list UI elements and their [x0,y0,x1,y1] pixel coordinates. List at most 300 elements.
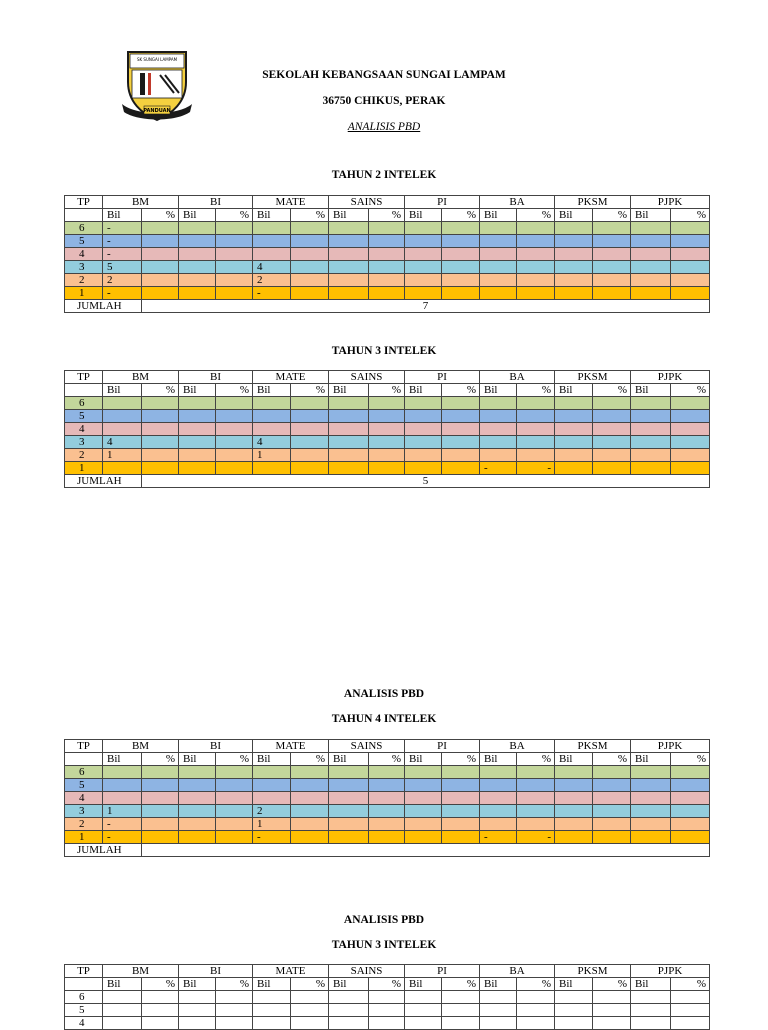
bil-cell [555,235,593,248]
pct-header: % [671,384,710,397]
pct-cell [142,410,179,423]
subject-header: PI [405,965,480,978]
section-title: TAHUN 4 INTELEK [331,713,437,725]
subject-header: BA [480,965,555,978]
table-row [65,818,710,831]
bil-cell [103,1017,142,1030]
bil-cell [480,818,517,831]
pct-cell [142,462,179,475]
pct-cell [142,792,179,805]
bil-cell [179,235,216,248]
bil-header: Bil [103,978,142,991]
table-header-row [65,196,710,209]
pct-header: % [442,753,480,766]
bil-cell [631,462,671,475]
pct-cell [142,261,179,274]
bil-cell [480,423,517,436]
pct-cell [142,222,179,235]
pct-header: % [291,753,329,766]
bil-cell [405,792,442,805]
pct-header: % [369,384,405,397]
pct-cell [442,449,480,462]
total-row [65,844,710,857]
section-pretitle: ANALISIS PBD [343,914,425,926]
pct-cell [671,1004,710,1017]
bil-header: Bil [480,753,517,766]
pct-cell [671,991,710,1004]
bil-cell [329,436,369,449]
bil-cell: - [480,831,517,844]
section-title: TAHUN 3 INTELEK [331,345,437,357]
tp-cell: 3 [65,261,103,274]
tp-cell: 1 [65,462,103,475]
tp-cell: 4 [65,423,103,436]
bil-cell [480,1017,517,1030]
bil-cell [329,235,369,248]
bil-cell [631,805,671,818]
bil-cell [555,991,593,1004]
subject-header: PI [405,740,480,753]
pct-cell [442,423,480,436]
bil-header: Bil [253,209,291,222]
bil-cell [179,287,216,300]
table-header-row [65,740,710,753]
pct-cell [593,436,631,449]
pct-cell [369,222,405,235]
bil-cell [329,449,369,462]
section-pretitle: ANALISIS PBD [343,688,425,700]
pct-header: % [216,209,253,222]
pct-cell [671,818,710,831]
pct-cell [142,248,179,261]
pct-cell [216,818,253,831]
pct-cell [369,766,405,779]
bil-cell: 4 [253,436,291,449]
pct-cell [517,449,555,462]
table-subheader-row [65,978,710,991]
table-subheader-row [65,753,710,766]
pct-header: % [671,978,710,991]
bil-cell: - [253,831,291,844]
pct-cell [216,805,253,818]
bil-cell [405,449,442,462]
pct-cell [671,274,710,287]
bil-cell: - [480,462,517,475]
subject-header: PKSM [555,196,631,209]
subject-header: PJPK [631,965,710,978]
pct-cell [216,261,253,274]
pct-header: % [369,978,405,991]
tp-cell: 2 [65,274,103,287]
bil-cell [179,410,216,423]
pct-cell [593,222,631,235]
pct-cell [216,449,253,462]
pct-cell [671,410,710,423]
pct-cell [369,779,405,792]
pct-cell [442,766,480,779]
pct-cell [671,779,710,792]
bil-cell [555,222,593,235]
bil-cell [179,779,216,792]
pct-cell [593,991,631,1004]
bil-header: Bil [179,384,216,397]
bil-cell [329,410,369,423]
pct-cell [369,235,405,248]
bil-cell [179,397,216,410]
subject-header: SAINS [329,740,405,753]
bil-cell [179,436,216,449]
pct-header: % [671,753,710,766]
bil-cell [179,991,216,1004]
pct-cell [369,1004,405,1017]
subject-header: SAINS [329,371,405,384]
bil-header: Bil [103,753,142,766]
pct-cell [216,410,253,423]
page-subtitle: ANALISIS PBD [347,121,421,133]
pct-cell [291,222,329,235]
bil-cell: 1 [103,805,142,818]
bil-cell: - [103,235,142,248]
bil-cell [103,991,142,1004]
bil-header: Bil [555,209,593,222]
bil-cell [555,410,593,423]
pct-cell [142,805,179,818]
bil-cell: - [103,248,142,261]
bil-cell [405,805,442,818]
bil-cell [555,274,593,287]
pct-cell [369,818,405,831]
total-row [65,475,710,488]
bil-cell: 5 [103,261,142,274]
pct-header: % [216,753,253,766]
bil-cell [405,436,442,449]
pct-cell [216,991,253,1004]
pct-cell [216,222,253,235]
pct-cell [142,235,179,248]
bil-cell [555,287,593,300]
school-logo [120,48,194,122]
table-row [65,261,710,274]
pct-cell [216,1017,253,1030]
total-value: 5 [142,475,710,488]
bil-header: Bil [405,384,442,397]
pct-cell [593,462,631,475]
bil-cell [405,423,442,436]
table-row [65,1004,710,1017]
pct-header: % [442,978,480,991]
tp-subheader-blank [65,753,103,766]
table-row [65,805,710,818]
pct-cell [369,397,405,410]
bil-header: Bil [179,209,216,222]
pct-cell [517,235,555,248]
bil-cell [555,805,593,818]
tp-cell: 1 [65,287,103,300]
bil-cell [329,274,369,287]
bil-cell [329,792,369,805]
tp-cell: 2 [65,449,103,462]
pct-header: % [291,384,329,397]
pct-cell [442,991,480,1004]
pct-cell [671,831,710,844]
pct-cell [593,410,631,423]
bil-cell [405,235,442,248]
bil-cell [405,991,442,1004]
bil-cell [631,248,671,261]
tp-cell: 6 [65,222,103,235]
total-label: JUMLAH [65,844,142,857]
bil-cell [631,818,671,831]
table-row [65,222,710,235]
pct-cell [142,818,179,831]
pct-cell [291,274,329,287]
pct-cell [291,1017,329,1030]
pct-cell [593,792,631,805]
bil-cell [179,423,216,436]
pct-cell [593,423,631,436]
pct-cell [291,831,329,844]
pct-cell [216,248,253,261]
pct-cell [216,235,253,248]
pct-header: % [517,209,555,222]
pct-cell [671,805,710,818]
pct-cell [369,436,405,449]
pct-cell [369,831,405,844]
pct-cell [369,792,405,805]
bil-cell [631,991,671,1004]
table-row [65,287,710,300]
pct-cell [142,779,179,792]
svg-text:PANDUAN: PANDUAN [143,108,171,114]
tp-cell: 5 [65,410,103,423]
bil-cell [405,222,442,235]
bil-header: Bil [179,753,216,766]
table-row [65,397,710,410]
bil-header: Bil [555,384,593,397]
table-header-row [65,965,710,978]
pct-cell [291,792,329,805]
table-row [65,410,710,423]
bil-cell [253,792,291,805]
bil-cell [480,991,517,1004]
bil-cell [103,766,142,779]
total-label: JUMLAH [65,300,142,313]
bil-cell [253,410,291,423]
tp-cell: 2 [65,818,103,831]
bil-cell [329,462,369,475]
pct-cell [517,248,555,261]
bil-cell [631,449,671,462]
bil-cell [555,261,593,274]
bil-cell [631,261,671,274]
pct-cell [671,235,710,248]
pct-cell [593,831,631,844]
tp-cell: 3 [65,805,103,818]
bil-cell [405,248,442,261]
bil-cell [329,766,369,779]
bil-cell [555,1004,593,1017]
pbd-table [64,370,710,488]
bil-cell: 2 [253,805,291,818]
pct-header: % [142,384,179,397]
bil-cell: 1 [253,449,291,462]
subject-header: BM [103,965,179,978]
pct-cell [442,410,480,423]
pct-cell [369,274,405,287]
pct-cell [517,436,555,449]
table-subheader-row [65,209,710,222]
subject-header: BI [179,740,253,753]
bil-cell [480,792,517,805]
tp-subheader-blank [65,978,103,991]
bil-cell: - [253,287,291,300]
tp-cell: 1 [65,831,103,844]
pct-header: % [517,384,555,397]
bil-cell [555,397,593,410]
subject-header: BM [103,371,179,384]
bil-cell [405,410,442,423]
bil-cell [555,818,593,831]
bil-cell [405,779,442,792]
subject-header: MATE [253,196,329,209]
tp-cell: 5 [65,235,103,248]
pct-cell [442,436,480,449]
bil-header: Bil [253,384,291,397]
pct-header: % [291,209,329,222]
subject-header: PKSM [555,965,631,978]
bil-header: Bil [555,753,593,766]
table-row [65,779,710,792]
bil-cell [631,1004,671,1017]
tp-cell: 4 [65,248,103,261]
bil-cell [480,287,517,300]
bil-cell [103,779,142,792]
pct-cell [291,410,329,423]
pct-cell [369,410,405,423]
pct-cell [442,222,480,235]
table-row [65,991,710,1004]
bil-cell [555,779,593,792]
bil-cell [329,1004,369,1017]
bil-header: Bil [631,978,671,991]
pct-cell [517,792,555,805]
pct-cell [369,261,405,274]
bil-header: Bil [480,384,517,397]
tp-subheader-blank [65,209,103,222]
tp-cell: 5 [65,1004,103,1017]
subject-header: PI [405,371,480,384]
bil-cell [631,397,671,410]
pct-cell [291,1004,329,1017]
pct-header: % [142,209,179,222]
pct-cell [517,423,555,436]
bil-cell [179,792,216,805]
bil-header: Bil [631,384,671,397]
pct-cell [442,248,480,261]
pct-cell [442,1017,480,1030]
bil-cell: - [103,831,142,844]
pct-cell [291,287,329,300]
pct-cell [517,779,555,792]
bil-cell [253,235,291,248]
bil-cell [329,248,369,261]
pct-cell [291,261,329,274]
pct-cell [442,818,480,831]
pct-cell: - [517,831,555,844]
bil-header: Bil [555,978,593,991]
pct-cell [216,779,253,792]
bil-cell [329,423,369,436]
subject-header: PJPK [631,740,710,753]
pct-cell [593,779,631,792]
tp-cell: 3 [65,436,103,449]
pct-cell [517,818,555,831]
bil-cell [179,1017,216,1030]
pct-cell [671,449,710,462]
bil-cell [253,766,291,779]
bil-cell [179,818,216,831]
bil-cell [631,410,671,423]
table-row [65,423,710,436]
pct-cell [517,222,555,235]
pct-cell [517,1004,555,1017]
subject-header: MATE [253,965,329,978]
bil-cell [103,410,142,423]
pct-cell [593,261,631,274]
pct-header: % [517,978,555,991]
bil-cell [480,222,517,235]
pct-cell [369,1017,405,1030]
bil-cell [329,397,369,410]
section-title: TAHUN 3 INTELEK [331,939,437,951]
bil-cell [103,1004,142,1017]
bil-cell [405,287,442,300]
bil-cell [103,423,142,436]
table-row [65,792,710,805]
tp-cell: 6 [65,397,103,410]
bil-cell [555,1017,593,1030]
bil-cell [480,436,517,449]
tp-header: TP [65,371,103,384]
pct-cell [142,831,179,844]
bil-header: Bil [405,753,442,766]
pct-cell [442,287,480,300]
bil-header: Bil [329,753,369,766]
pct-cell [291,436,329,449]
bil-cell: 2 [103,274,142,287]
subject-header: BA [480,196,555,209]
bil-cell [329,818,369,831]
total-row [65,300,710,313]
bil-cell [555,436,593,449]
subject-header: PKSM [555,371,631,384]
bil-header: Bil [253,978,291,991]
pct-cell [593,449,631,462]
pct-header: % [517,753,555,766]
table-row [65,248,710,261]
pct-header: % [593,978,631,991]
bil-cell [631,287,671,300]
pct-cell [442,397,480,410]
pct-cell [442,805,480,818]
bil-header: Bil [631,209,671,222]
bil-cell [179,449,216,462]
table-header-row [65,371,710,384]
pct-cell [671,287,710,300]
school-address: 36750 CHIKUS, PERAK [322,95,446,107]
subject-header: PJPK [631,371,710,384]
table-row [65,766,710,779]
